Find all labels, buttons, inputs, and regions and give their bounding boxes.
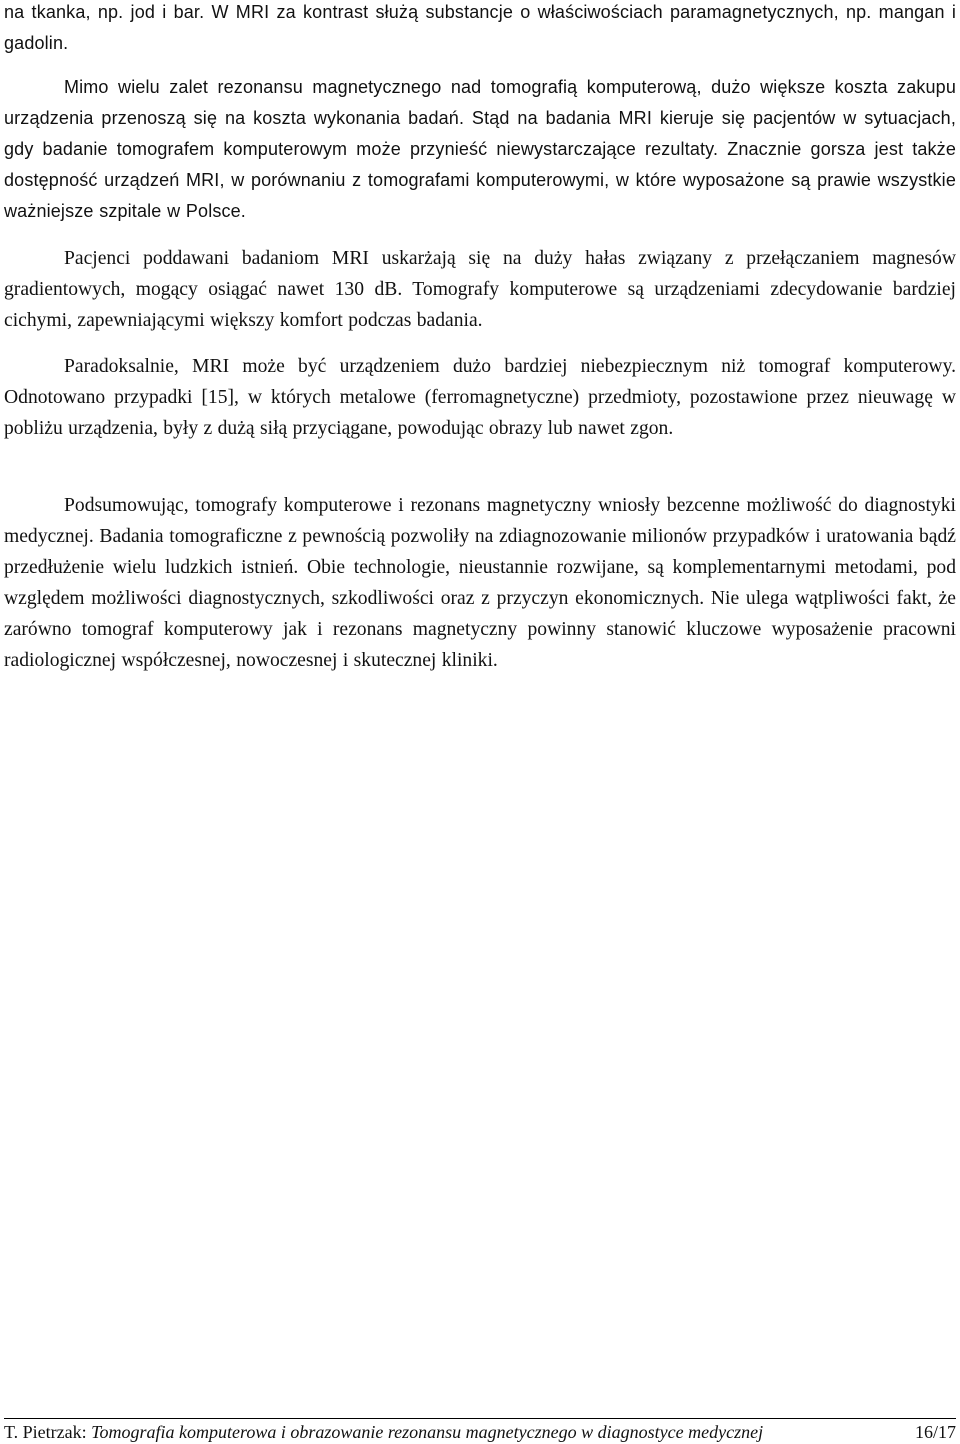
footer-title: Tomografia komputerowa i obrazowanie rezonansu magnetycznego w diagnostyce medycznej xyxy=(91,1422,764,1442)
footer-citation xyxy=(4,1420,763,1444)
paragraph-mri-danger: Paradoksalnie, MRI może być urządzeniem dużo bardziej niebezpiecznym niż tomograf komputerowy. Odnotowano przypadki [15], w których metalowe (ferromagnetyczne) przedmioty, pozostawione przez nieuwagę w pobliżu urządzenia, były z dużą siłą przyciągane, powodując obrazy lub nawet zgon. xyxy=(4,356,956,439)
paragraph-summary: Podsumowując, tomografy komputerowe i rezonans magnetyczny wniosły bezcenne możliwość do diagnostyki medycznej. Badania tomograficzne z pewnością pozwoliły na zdiagnozowanie milionów przypadków i uratowania bądź przedłużenie wielu ludzkich istnień. Obie technologie, nieustannie rozwijane, są komplementarnymi metodami, pod względem możliwości diagnostycznych, szkodliwości oraz z przyczyn ekonomicznych. Nie ulega wątpliwości fakt, że zarówno tomograf komputerowy jak i rezonans magnetyczny powinny stanowić kluczowe wyposażenie pracowni radiologicznej współczesnej, nowoczesnej i skutecznej kliniki. xyxy=(4,495,956,671)
page-number: 16/17 xyxy=(914,1422,956,1442)
footer-author: T. Pietrzak: xyxy=(4,1422,87,1442)
page-footer xyxy=(4,1418,956,1444)
paragraph-mri-costs: Mimo wielu zalet rezonansu magnetycznego nad tomografią komputerową, dużo większe koszta zakupu urządzenia przenoszą się na koszta wykonania badań. Stąd na badania MRI kieruje się pacjentów w sytuacjach, gdy badanie tomografem komputerowym może przynieść niewystarczające rezultaty. Znacznie gorsza jest także dostępność urządzeń MRI, w porównaniu z tomografami komputerowymi, w które wyposażone są prawie wszystkie ważniejsze szpitale w Polsce. xyxy=(4,77,956,221)
paragraph-mri-noise: Pacjenci poddawani badaniom MRI uskarżają się na duży hałas związany z przełączaniem magnesów gradientowych, mogący osiągać nawet 130 dB. Tomografy komputerowe są urządzeniami zdecydowanie bardziej cichymi, zapewniającymi większy komfort podczas badania. xyxy=(4,248,956,331)
paragraph-contrast-agents: na tkanka, np. jod i bar. W MRI za kontrast służą substancje o właściwościach paramagnetycznych, np. mangan i gadolin. xyxy=(4,2,956,53)
